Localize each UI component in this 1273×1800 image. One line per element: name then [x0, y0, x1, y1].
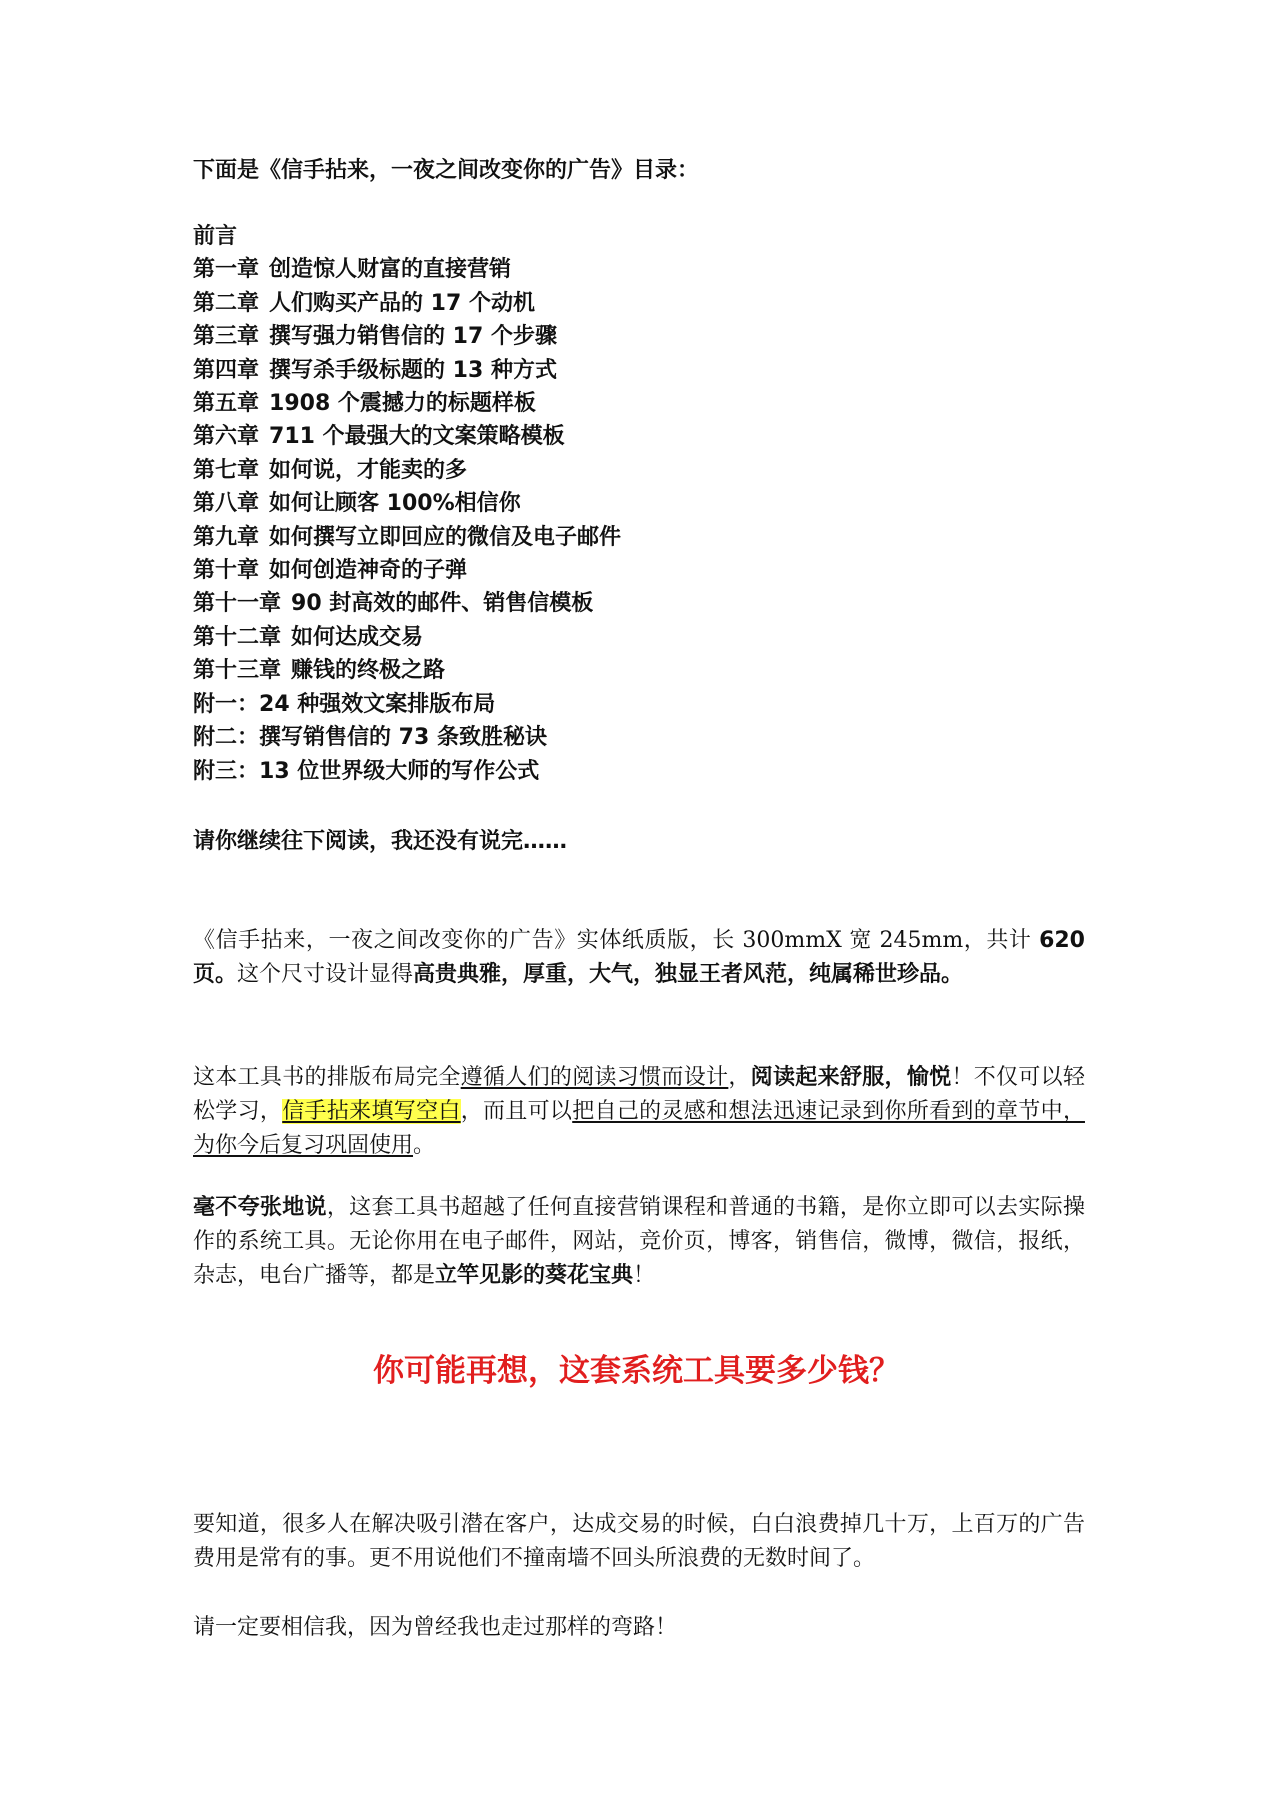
toc-item: [193, 387, 1085, 420]
toc-item: [193, 721, 1085, 754]
toc-item-title: 撰写强力销售信的 17 个步骤: [269, 324, 557, 350]
layout-text: ！不仅可以轻松学习，: [193, 1065, 1085, 1124]
reading-comfort-emphasis: 阅读起来舒服，愉悦: [750, 1065, 952, 1090]
toc-item-label: 附一：: [193, 691, 260, 717]
toc-item-label: 前言: [193, 224, 238, 249]
toc-item: [193, 320, 1085, 353]
toc-item-label: 第十章: [193, 558, 260, 584]
toc-item: [193, 688, 1085, 721]
toc-item-label: 第十一章: [193, 591, 282, 617]
toc-item: [193, 253, 1085, 286]
value-emphasis: 立竿见影的葵花宝典: [435, 1263, 634, 1288]
toc-item-title: 1908 个震撼力的标题样板: [269, 391, 536, 417]
value-paragraph: [193, 1191, 1085, 1293]
toc-item-title: 如何创造神奇的子弹: [269, 558, 468, 584]
toc-item-label: 第七章: [193, 457, 260, 483]
toc-item-label: 第五章: [193, 391, 260, 417]
toc-item-label: 第六章: [193, 424, 260, 450]
toc-item: [193, 420, 1085, 453]
toc-item-title: 如何说，才能卖的多: [269, 457, 468, 483]
toc-item: [193, 454, 1085, 487]
toc-item: [193, 354, 1085, 387]
toc-item-title: 撰写销售信的 73 条致胜秘诀: [259, 725, 547, 751]
toc-item-label: 第三章: [193, 324, 260, 350]
layout-text: 这本工具书的排版布局完全: [193, 1065, 461, 1090]
toc-item: [193, 521, 1085, 554]
toc-item-title: 如何达成交易: [291, 624, 424, 650]
toc-item: [193, 554, 1085, 587]
toc-item-title: 创造惊人财富的直接营销: [269, 257, 512, 283]
layout-text: 。: [413, 1133, 436, 1158]
value-emphasis: 毫不夸张地说: [193, 1195, 327, 1220]
value-text: ，这套工具书超越了任何直接营销课程和普通的书籍，是你立即可以去实际操作的系统工具。无论你用在电子邮件，网站，竞价页，博客，销售信，微博，微信，报纸，杂志，电台广播等，都是: [193, 1195, 1085, 1288]
underlined-phrase: 把自己的灵感和想法迅速记录到你所看到的章节中，为你今后复习巩固使用: [193, 1099, 1085, 1158]
toc-intro-title: 下面是《信手拈来，一夜之间改变你的广告》目录：: [193, 158, 700, 183]
toc-item: [193, 287, 1085, 320]
continue-reading-note: 请你继续往下阅读，我还没有说完……: [193, 829, 568, 854]
toc-item: [193, 755, 1085, 788]
toc-item-label: 附三：: [193, 758, 260, 784]
toc-item-label: 第十二章: [193, 624, 282, 650]
toc-item-label: 第十三章: [193, 658, 282, 684]
layout-text: ，而且可以: [460, 1099, 573, 1124]
waste-paragraph: 要知道，很多人在解决吸引潜在客户，达成交易的时候，白白浪费掉几十万，上百万的广告费用是常有的事。更不用说他们不撞南墙不回头所浪费的无数时间了。: [193, 1512, 1085, 1571]
toc-item-label: 第八章: [193, 491, 260, 517]
toc-item-label: 附二：: [193, 725, 260, 751]
toc-item: [193, 487, 1085, 520]
toc-item: [193, 587, 1085, 620]
layout-text: ，: [728, 1065, 751, 1090]
toc-item: [193, 654, 1085, 687]
book-quality-emphasis: 高贵典雅，厚重，大气，独显王者风范，纯属稀世珍品。: [413, 962, 964, 987]
page-count: 620 页。: [193, 928, 1085, 987]
trust-paragraph: 请一定要相信我，因为曾经我也走过那样的弯路！: [193, 1615, 678, 1640]
book-size-text: 这个尺寸设计显得: [237, 962, 414, 987]
toc-item-label: 第四章: [193, 357, 260, 383]
toc-item-label: 第二章: [193, 290, 260, 316]
highlighted-phrase: 信手拈来填写空白: [282, 1099, 461, 1124]
book-size-text: 《信手拈来，一夜之间改变你的广告》实体纸质版，长 300mmX 宽 245mm，共计: [193, 928, 1040, 953]
toc-item-label: 第一章: [193, 257, 260, 283]
toc-item-title: 90 封高效的邮件、销售信模板: [291, 591, 594, 617]
value-text: ！: [633, 1263, 656, 1288]
toc-item-title: 撰写杀手级标题的 13 种方式: [269, 357, 557, 383]
toc-item-title: 赚钱的终极之路: [291, 658, 446, 684]
toc-item-title: 人们购买产品的 17 个动机: [269, 290, 535, 316]
underlined-phrase: 遵循人们的阅读习惯而设计: [460, 1065, 729, 1090]
toc-item: [193, 621, 1085, 654]
toc-item-label: 第九章: [193, 524, 260, 550]
toc-item-title: 如何让顾客 100%相信你: [269, 491, 521, 517]
toc-item-title: 711 个最强大的文案策略模板: [269, 424, 565, 450]
book-size-paragraph: [193, 924, 1085, 992]
layout-paragraph: [193, 1061, 1085, 1163]
toc-item: [193, 220, 1085, 253]
toc-item-title: 24 种强效文案排版布局: [259, 691, 496, 717]
toc-item-title: 13 位世界级大师的写作公式: [259, 758, 540, 784]
price-headline: 你可能再想，这套系统工具要多少钱？: [373, 1353, 900, 1389]
table-of-contents: [193, 220, 1085, 788]
toc-item-title: 如何撰写立即回应的微信及电子邮件: [269, 524, 622, 550]
